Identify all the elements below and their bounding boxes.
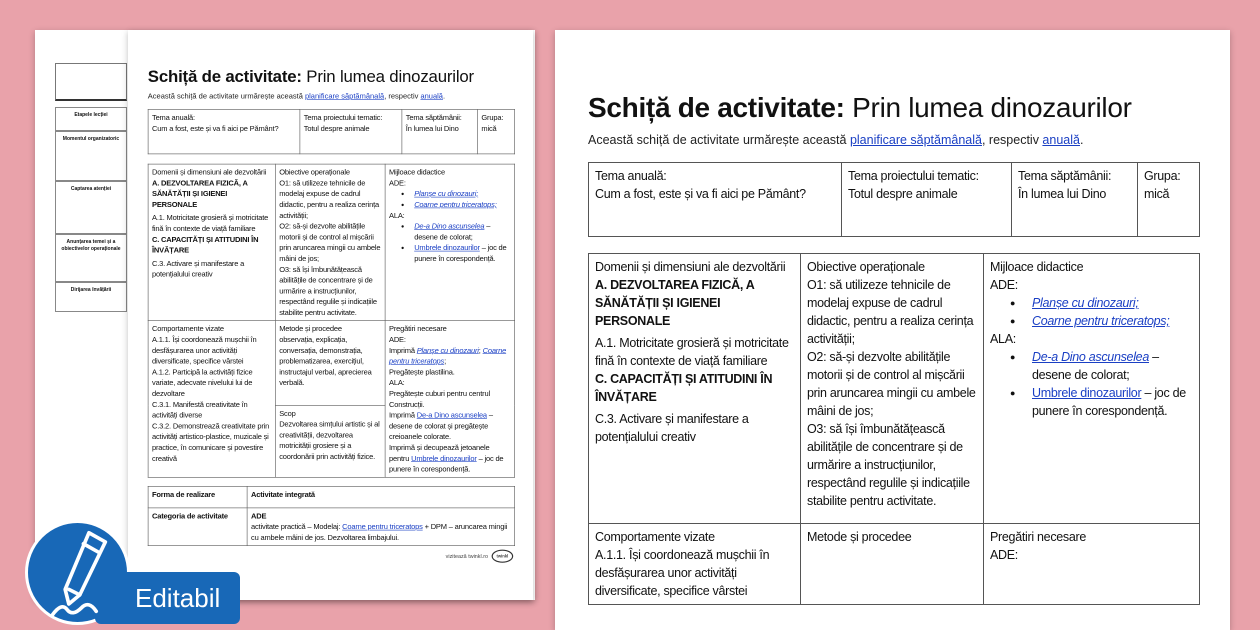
twinkl-logo: twinkl [492,550,514,563]
dinosaur-shadows-link[interactable]: Umbrele dinozaurilor [411,454,477,463]
weekly-plan-link[interactable]: planificare săptămânală [849,133,982,147]
domain-c: C. CAPACITĂȚI ȘI ATITUDINI ÎN ÎNVĂȚARE [152,235,259,255]
theme-table [588,162,1200,237]
title-bold: Schiță de activitate: [147,67,302,86]
cell-heading: Obiective operaționale [279,168,350,177]
activity-sheet-preview [128,30,533,565]
behaviors-cell [589,524,801,605]
form-value: Activitate integrată [247,486,515,508]
title-rest: Prin lumea dinozaurilor [301,67,474,86]
cell-label: Grupa: [1144,169,1181,183]
dinosaur-sheets-link[interactable]: Planșe cu dinozauri [416,346,479,355]
list-item [401,199,511,210]
item-text: – joc de punere în corespondență. [1032,386,1186,418]
subtitle-text: , respectiv [384,91,421,101]
week-theme-cell [1012,163,1138,237]
methods-cell [275,321,385,406]
table-header-cell [55,63,127,101]
cell-heading: Comportamente vizate [152,324,224,333]
cell-heading: Metode și procedee [807,530,912,544]
form-table [148,486,515,546]
materials-cell [984,254,1200,524]
cell-label: Grupa: [481,113,504,122]
lesson-stages-table [55,63,127,312]
annual-plan-link[interactable]: anuală [1042,133,1080,147]
cell-label: Tema anuală: [152,113,195,122]
triceratops-horns-link[interactable]: Coarne pentru triceratops [389,346,507,366]
methods-cell [801,524,984,605]
week-theme-cell [402,110,478,154]
item-text: – joc de punere în corespondență. [414,243,507,263]
plasticine-text: Pregătește plastilina. [389,367,455,377]
cell-heading: Comportamente vizate [595,530,715,544]
materials-cell [385,164,515,321]
item-text: – joc de punere în corespondență. [389,454,504,474]
table-cell: Etapele lecției [55,107,127,131]
activity-table [148,164,515,478]
item-text: activitate practică – Modelaj: [251,522,343,531]
cell-heading: Domenii și dimensiuni ale dezvoltării [152,168,267,177]
subtitle-text: Această schiță de activitate urmărește această [147,91,305,101]
domain-a1: A.1. Motricitate grosieră și motricitate fină în contexte de viață familiare [152,213,269,233]
behaviors-cell [148,321,275,478]
cell-heading: Pregătiri necesare [990,530,1087,544]
cell-value: Cum a fost, este și va fi aici pe Pământ? [595,187,806,201]
cell-heading: Scop [279,409,296,418]
form-label: Forma de realizare [148,486,247,508]
behavior-item: C.3.2. Demonstrează creativitate prin activități artistico-plastice, muzicale și practice, în comunicare și povestire creativă [152,421,270,463]
methods-text: observația, explicația, conversația, demonstrația, problematizarea, exercițiul, instructajul verbal, aprecierea verbală. [279,335,372,387]
cell-value: În lumea lui Dino [405,124,459,133]
subtitle-text: , respectiv [981,133,1043,147]
behavior-item: C.3.1. Manifestă creativitate în activități diverse [152,400,248,420]
cell-label: Tema proiectului tematic: [303,113,383,122]
weekly-plan-link[interactable]: planificare săptămânală [304,91,385,101]
domain-c: C. CAPACITĂȚI ȘI ATITUDINI ÎN ÎNVĂȚARE [595,372,773,404]
list-item [401,188,511,199]
ala-label: ALA: [990,332,1016,346]
list-item [1010,348,1193,384]
item-text: – desene de colorat; [1032,350,1159,382]
dinosaur-shadows-link[interactable]: Umbrele dinozaurilor [1032,386,1142,400]
editable-label: Editabil [95,572,240,624]
hide-and-seek-link[interactable]: De-a Dino ascunselea [414,222,485,231]
ade-label: ADE: [389,335,406,344]
item-text: Imprimă [389,346,417,355]
behavior-item: A.1.1. Își coordonează mușchii în desfășurarea unor activități diversificate, specifice vârstei [595,548,770,598]
objectives-cell [801,254,984,524]
triceratops-horns-link[interactable]: Coarne pentru triceratops [342,522,423,531]
table-cell: Captarea atenției [55,181,127,234]
objective-o2: O2: să-și dezvolte abilitățile motorii și de control al mișcării prin aruncarea mingii cu ambele mâini de jos; [807,350,976,418]
item-text: – desene de colorat și pregătește creioanele colorate. [389,411,493,442]
cell-heading: Metode și procedee [279,324,342,333]
ade-label: ADE: [389,178,406,188]
ade-list [990,294,1193,330]
category-value: ADE [251,511,267,521]
behavior-item: A.1.1. Își coordonează mușchii în desfășurarea unor activități diversificate, specifice vârstei [152,335,257,366]
list-item [1010,294,1193,312]
dinosaur-sheets-link[interactable]: Planșe cu dinozauri; [414,189,479,198]
project-theme-cell [300,110,402,154]
domain-c3: C.3. Activare și manifestare a potențialului creativ [595,412,749,444]
table-cell: Momentul organizatoric [55,131,127,181]
print-instructions [389,345,511,367]
objective-o1: O1: să utilizeze tehnicile de modelaj expuse de cadrul didactic, pentru a realiza cerința activității; [807,278,974,346]
objective-o1: O1: să utilizeze tehnicile de modelaj expuse de cadrul didactic, pentru a realiza cerința activității; [279,178,379,220]
cell-heading: Obiective operaționale [807,260,925,274]
annual-theme-cell [589,163,842,237]
item-text: Imprimă [389,411,417,420]
cell-value: mică [481,124,497,133]
cell-value: În lumea lui Dino [1018,187,1107,201]
scope-text: Dezvoltarea simțului artistic și al creativității, dezvoltarea motricității grosiere și a coordonării prin activități fizice. [279,420,380,462]
cell-value: Totul despre animale [848,187,958,201]
ade-list [389,188,511,210]
ala-print-1 [389,410,511,442]
list-item [1010,312,1193,330]
title-bold: Schiță de activitate: [588,92,845,123]
objectives-cell [275,164,385,321]
page-title [148,67,513,86]
title-rest: Prin lumea dinozaurilor [844,92,1132,123]
page-footer [148,550,513,566]
item-text: – desene de colorat; [414,222,491,242]
subtitle-text: Această schiță de activitate urmărește această [588,133,850,147]
objective-o2: O2: să-și dezvolte abilitățile motorii și de control al mișcării prin aruncarea mingii cu ambele mâini de jos; [279,222,381,263]
subtitle [148,92,513,100]
subtitle-text: . [1079,133,1084,147]
dinosaur-shadows-link[interactable]: Umbrele dinozaurilor [414,243,480,253]
dinosaur-sheets-link[interactable]: Planșe cu dinozauri; [1032,296,1139,310]
ala-label: ALA: [389,211,405,220]
activity-table [588,253,1200,605]
table-cell: Dirijarea învățării [55,282,127,312]
footer-text: vizitează twinkl.ro [445,553,488,560]
behavior-item: A.1.2. Participă la activități fizice variate, adecvate nivelului lui de dezvoltare [152,367,253,398]
subtitle-text: . [442,91,446,101]
item-text: ; [444,357,447,366]
item-text: + DPM – aruncarea mingii cu ambele mâini de jos. Dezvoltarea limbajului. [251,522,508,542]
triceratops-horns-link[interactable]: Coarne pentru triceratops; [414,200,497,209]
group-cell [478,110,515,154]
ade-label: ADE: [990,548,1018,562]
domain-a1: A.1. Motricitate grosieră și motricitate fină în contexte de viață familiare [595,336,789,368]
category-label: Categoria de activitate [148,508,247,546]
annual-plan-link[interactable]: anuală [420,91,443,101]
domain-a: A. DEZVOLTAREA FIZICĂ, A SĂNĂTĂȚII ȘI IGIENEI PERSONALE [152,178,248,209]
pencil-icon [25,520,130,625]
ade-label: ADE: [990,278,1018,292]
objective-o3: O3: să își îmbunătățească abilitățile de concentrare și de urmărire a instrucțiunilor, respectând regulile și indicațiile stabilite pentru activitate. [807,422,970,508]
scope-cell [275,406,385,478]
subtitle [588,133,1197,147]
main-document-page [555,30,1230,630]
cell-label: Tema săptămânii: [1018,169,1112,183]
project-theme-cell [842,163,1012,237]
cell-label: Tema săptămânii: [405,113,462,122]
domain-a: A. DEZVOLTAREA FIZICĂ, A SĂNĂTĂȚII ȘI IGIENEI PERSONALE [595,278,754,328]
domains-cell [148,164,275,321]
domains-cell [589,254,801,524]
cell-label: Tema proiectului tematic: [848,169,979,183]
category-cell [247,508,515,546]
cell-heading: Domenii și dimensiuni ale dezvoltării [595,260,786,274]
ala-prep-text: Pregătește cuburi pentru centrul Construcții. [389,389,490,409]
cell-value: mică [1144,187,1170,201]
triceratops-horns-link[interactable]: Coarne pentru triceratops; [1032,314,1170,328]
item-text: ; [478,346,483,355]
cell-heading: Mijloace didactice [990,260,1084,274]
cell-value: Cum a fost, este și va fi aici pe Pământ? [152,124,279,133]
annual-theme-cell [148,110,300,154]
list-item [1010,384,1193,420]
hide-and-seek-link[interactable]: De-a Dino ascunselea [1032,350,1149,364]
list-item [401,221,511,243]
theme-table [148,109,515,154]
ala-print-2 [389,442,511,474]
activity-sheet [555,30,1230,605]
group-cell [1138,163,1200,237]
cell-heading: Mijloace didactice [389,168,445,177]
cell-heading: Pregătiri necesare [389,324,447,333]
item-text: Imprimă și decupează jetoanele pentru [389,443,490,463]
list-item [401,242,511,264]
preview-document-page [128,30,533,600]
ala-list [990,348,1193,420]
ala-list [389,221,511,264]
ala-label: ALA: [389,378,405,387]
page-title [588,92,1197,124]
objective-o3: O3: să își îmbunătățească abilitățile de concentrare și de urmărire a instrucțiunilor, respectând regulile și indicațiile stabilite pentru activitate. [279,265,377,317]
preparations-cell [984,524,1200,605]
preparations-cell [385,321,515,478]
cell-value: Totul despre animale [303,124,370,133]
hide-and-seek-link[interactable]: De-a Dino ascunselea [416,411,487,420]
cell-label: Tema anuală: [595,169,667,183]
table-cell: Anunțarea temei și a obiectivelor operaționale [55,234,127,282]
domain-c3: C.3. Activare și manifestare a potențialului creativ [152,259,245,279]
